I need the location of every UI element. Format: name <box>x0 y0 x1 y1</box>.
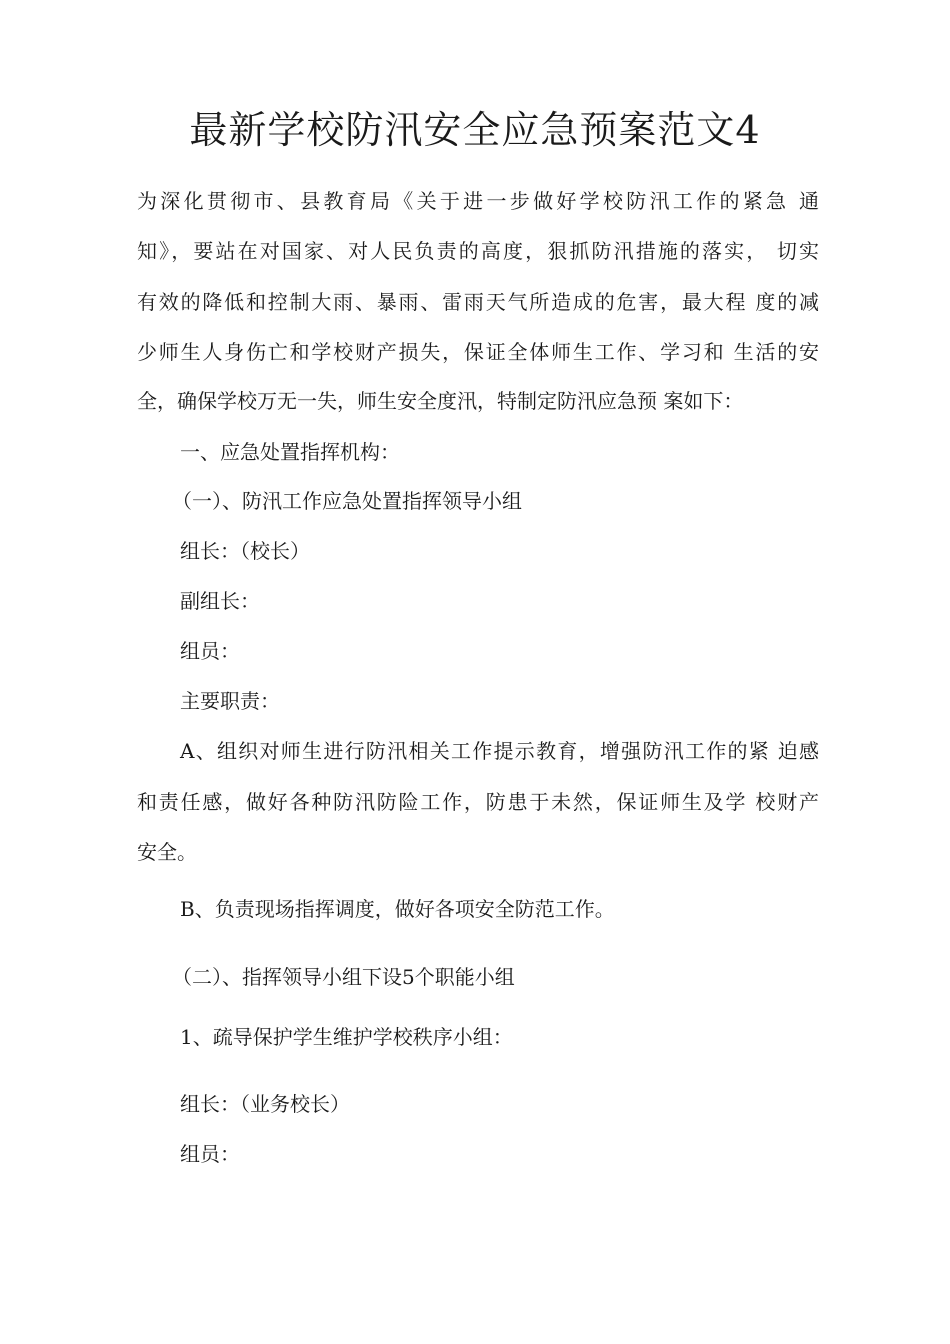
intro-line-5: 全，确保学校万无一失，师生安全度汛，特制定防汛应急预 案如下： <box>137 389 744 413</box>
members-line: 组员： <box>180 639 240 663</box>
duties-heading: 主要职责： <box>180 689 280 713</box>
intro-line-4: 少师生人身伤亡和学校财产损失，保证全体师生工作、学习和 生活的安 <box>137 340 819 364</box>
group1-members-line: 组员： <box>180 1142 240 1166</box>
subsection1-heading: （一）、防汛工作应急处置指挥领导小组 <box>172 489 522 513</box>
duty-a-line-2: 和责任感，做好各种防汛防险工作，防患于未然，保证师生及学 校财产 <box>137 790 819 814</box>
intro-line-3: 有效的降低和控制大雨、暴雨、雷雨天气所造成的危害，最大程 度的减 <box>137 290 819 314</box>
document-title: 最新学校防汛安全应急预案范文4 <box>189 108 761 152</box>
intro-line-1: 为深化贯彻市、县教育局《关于进一步做好学校防汛工作的紧急 通 <box>137 189 819 213</box>
duty-a-line-3: 安全。 <box>137 840 197 864</box>
subsection2-heading: （二）、指挥领导小组下设5个职能小组 <box>172 965 515 989</box>
group1-heading: 1、疏导保护学生维护学校秩序小组： <box>180 1025 513 1049</box>
duty-b-line: B、负责现场指挥调度，做好各项安全防范工作。 <box>180 897 615 921</box>
group1-leader-line: 组长：（业务校长） <box>180 1092 350 1116</box>
duty-a-line-1: A、组织对师生进行防汛相关工作提示教育，增强防汛工作的紧 迫感 <box>180 739 819 763</box>
section1-heading: 一、应急处置指挥机构： <box>180 440 400 464</box>
intro-line-2: 知》，要站在对国家、对人民负责的高度，狠抓防汛措施的落实， 切实 <box>137 239 819 263</box>
leader-line: 组长：（校长） <box>180 539 310 563</box>
deputy-leader-line: 副组长： <box>180 589 260 613</box>
